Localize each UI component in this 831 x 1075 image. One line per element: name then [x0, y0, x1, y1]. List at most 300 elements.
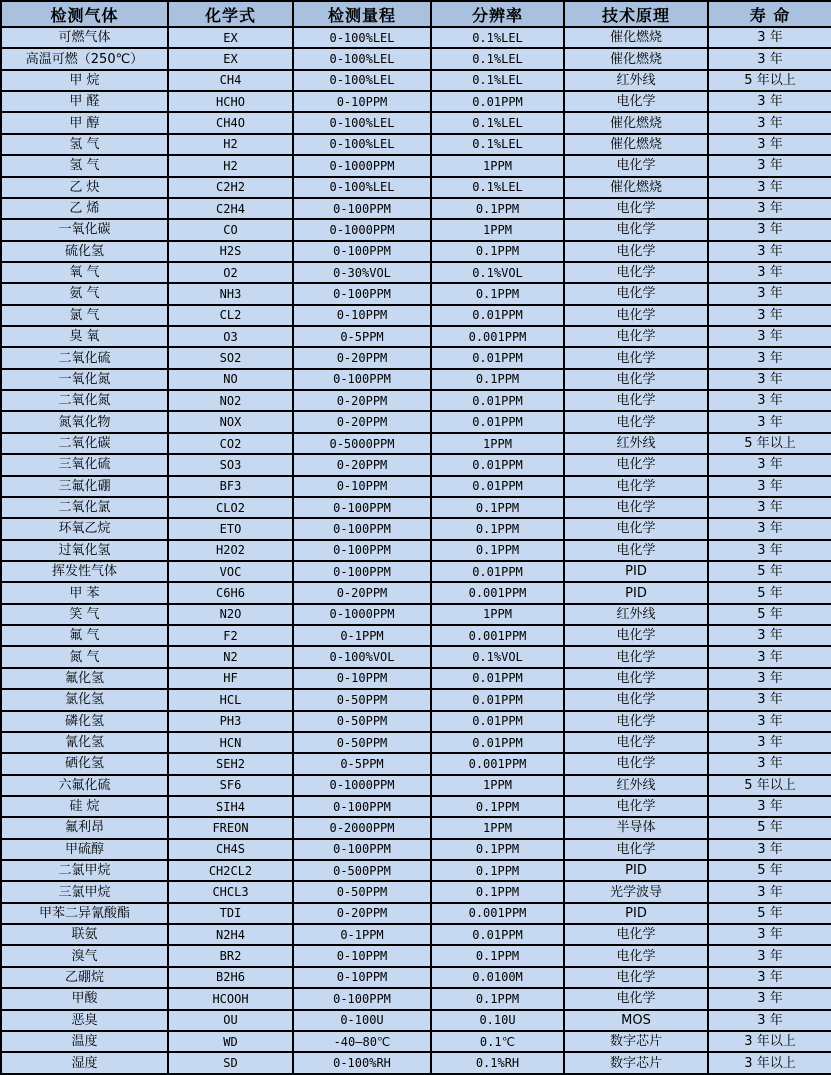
cell-formula: H2: [168, 134, 293, 155]
cell-lifespan: 5 年以上: [708, 433, 831, 454]
cell-gas: 过氧化氢: [1, 540, 168, 561]
cell-gas: 氟化氢: [1, 668, 168, 689]
cell-lifespan: 3 年: [708, 326, 831, 347]
cell-gas: 一氧化碳: [1, 219, 168, 240]
cell-range: 0-100PPM: [293, 241, 431, 262]
cell-formula: H2O2: [168, 540, 293, 561]
cell-range: 0-1000PPM: [293, 775, 431, 796]
cell-formula: CH4O: [168, 112, 293, 133]
cell-resolution: 0.1%LEL: [431, 112, 564, 133]
cell-gas: 二氧化碳: [1, 433, 168, 454]
cell-formula: SO2: [168, 347, 293, 368]
cell-principle: 电化学: [564, 540, 708, 561]
cell-principle: 电化学: [564, 390, 708, 411]
cell-lifespan: 3 年: [708, 155, 831, 176]
cell-formula: C2H4: [168, 198, 293, 219]
cell-principle: 数字芯片: [564, 1052, 708, 1074]
cell-resolution: 0.01PPM: [431, 689, 564, 710]
table-row: [1, 711, 831, 732]
cell-gas: 甲 醇: [1, 112, 168, 133]
cell-formula: NOX: [168, 411, 293, 432]
cell-principle: 电化学: [564, 689, 708, 710]
cell-principle: 红外线: [564, 775, 708, 796]
cell-gas: 二氧化氯: [1, 497, 168, 518]
table-row: [1, 411, 831, 432]
cell-lifespan: 3 年: [708, 454, 831, 475]
cell-gas: 氮氧化物: [1, 411, 168, 432]
cell-lifespan: 3 年: [708, 924, 831, 945]
cell-lifespan: 3 年: [708, 347, 831, 368]
cell-lifespan: 5 年以上: [708, 70, 831, 91]
cell-gas: 甲硫醇: [1, 839, 168, 860]
cell-principle: 数字芯片: [564, 1031, 708, 1052]
cell-formula: CH2CL2: [168, 860, 293, 881]
cell-range: 0-50PPM: [293, 881, 431, 902]
cell-principle: 催化燃烧: [564, 177, 708, 198]
col-header-lifespan: 寿 命: [708, 1, 831, 27]
cell-range: 0-10PPM: [293, 476, 431, 497]
cell-gas: 可燃气体: [1, 27, 168, 48]
cell-lifespan: 3 年: [708, 390, 831, 411]
cell-range: 0-5PPM: [293, 753, 431, 774]
cell-principle: 电化学: [564, 91, 708, 112]
table-row: [1, 967, 831, 988]
cell-gas: 二氧化氮: [1, 390, 168, 411]
table-row: [1, 561, 831, 582]
table-row: [1, 732, 831, 753]
cell-principle: 电化学: [564, 241, 708, 262]
cell-resolution: 0.1%LEL: [431, 177, 564, 198]
cell-lifespan: 5 年: [708, 582, 831, 603]
cell-range: 0-5PPM: [293, 326, 431, 347]
table-row: [1, 48, 831, 69]
cell-principle: 电化学: [564, 476, 708, 497]
col-header-resolution: 分辨率: [431, 1, 564, 27]
cell-lifespan: 5 年: [708, 860, 831, 881]
cell-resolution: 0.1PPM: [431, 241, 564, 262]
cell-formula: HCL: [168, 689, 293, 710]
cell-resolution: 0.01PPM: [431, 668, 564, 689]
cell-formula: SIH4: [168, 796, 293, 817]
table-row: [1, 219, 831, 240]
table-row: [1, 988, 831, 1009]
cell-lifespan: 3 年: [708, 839, 831, 860]
cell-formula: EX: [168, 27, 293, 48]
cell-range: 0-10PPM: [293, 668, 431, 689]
cell-gas: 三氟化硼: [1, 476, 168, 497]
cell-resolution: 0.1PPM: [431, 988, 564, 1009]
table-row: [1, 497, 831, 518]
cell-resolution: 1PPM: [431, 817, 564, 838]
cell-principle: 光学波导: [564, 881, 708, 902]
cell-resolution: 0.1℃: [431, 1031, 564, 1052]
cell-formula: HCHO: [168, 91, 293, 112]
cell-principle: PID: [564, 561, 708, 582]
cell-principle: 电化学: [564, 305, 708, 326]
cell-range: 0-100%LEL: [293, 177, 431, 198]
cell-resolution: 0.1%LEL: [431, 27, 564, 48]
cell-resolution: 0.1%LEL: [431, 70, 564, 91]
cell-formula: HF: [168, 668, 293, 689]
cell-lifespan: 3 年: [708, 27, 831, 48]
cell-gas: 氢 气: [1, 134, 168, 155]
cell-gas: 氢 气: [1, 155, 168, 176]
cell-range: 0-5000PPM: [293, 433, 431, 454]
cell-lifespan: 3 年: [708, 753, 831, 774]
cell-principle: 电化学: [564, 732, 708, 753]
table-row: [1, 112, 831, 133]
cell-range: 0-20PPM: [293, 411, 431, 432]
cell-range: 0-20PPM: [293, 390, 431, 411]
cell-gas: 六氟化硫: [1, 775, 168, 796]
cell-gas: 乙 炔: [1, 177, 168, 198]
cell-principle: 电化学: [564, 155, 708, 176]
cell-resolution: 0.01PPM: [431, 711, 564, 732]
cell-formula: SEH2: [168, 753, 293, 774]
cell-range: 0-20PPM: [293, 903, 431, 924]
cell-gas: 甲 醛: [1, 91, 168, 112]
cell-range: 0-1000PPM: [293, 219, 431, 240]
cell-gas: 氧 气: [1, 262, 168, 283]
cell-range: 0-10PPM: [293, 305, 431, 326]
cell-gas: 三氯甲烷: [1, 881, 168, 902]
table-row: [1, 476, 831, 497]
cell-formula: N2: [168, 646, 293, 667]
table-row: [1, 903, 831, 924]
cell-resolution: 0.1PPM: [431, 540, 564, 561]
cell-formula: NO2: [168, 390, 293, 411]
cell-resolution: 0.01PPM: [431, 732, 564, 753]
cell-principle: 电化学: [564, 262, 708, 283]
table-row: [1, 604, 831, 625]
cell-range: 0-500PPM: [293, 860, 431, 881]
cell-resolution: 0.01PPM: [431, 347, 564, 368]
cell-range: 0-50PPM: [293, 711, 431, 732]
table-row: [1, 924, 831, 945]
cell-range: 0-100PPM: [293, 988, 431, 1009]
cell-range: -40—80℃: [293, 1031, 431, 1052]
cell-lifespan: 3 年: [708, 241, 831, 262]
cell-lifespan: 3 年: [708, 369, 831, 390]
cell-lifespan: 3 年: [708, 198, 831, 219]
cell-resolution: 0.1PPM: [431, 881, 564, 902]
table-row: [1, 582, 831, 603]
table-row: [1, 91, 831, 112]
table-row: [1, 433, 831, 454]
table-row: [1, 689, 831, 710]
cell-resolution: 0.01PPM: [431, 454, 564, 475]
cell-resolution: 0.1%RH: [431, 1052, 564, 1074]
cell-formula: N2O: [168, 604, 293, 625]
cell-gas: 氯化氢: [1, 689, 168, 710]
table-row: [1, 1010, 831, 1031]
cell-formula: HCN: [168, 732, 293, 753]
cell-principle: 电化学: [564, 988, 708, 1009]
cell-resolution: 0.1PPM: [431, 497, 564, 518]
cell-resolution: 0.01PPM: [431, 390, 564, 411]
cell-principle: 电化学: [564, 518, 708, 539]
cell-range: 0-100PPM: [293, 796, 431, 817]
cell-lifespan: 3 年: [708, 262, 831, 283]
cell-principle: 电化学: [564, 411, 708, 432]
cell-formula: CO: [168, 219, 293, 240]
cell-principle: 电化学: [564, 753, 708, 774]
table-row: [1, 390, 831, 411]
cell-range: 0-20PPM: [293, 347, 431, 368]
table-row: [1, 70, 831, 91]
cell-principle: 电化学: [564, 454, 708, 475]
cell-range: 0-1000PPM: [293, 155, 431, 176]
cell-resolution: 0.1%LEL: [431, 48, 564, 69]
cell-range: 0-100PPM: [293, 839, 431, 860]
cell-lifespan: 3 年: [708, 988, 831, 1009]
cell-range: 0-100PPM: [293, 283, 431, 304]
cell-resolution: 0.1PPM: [431, 796, 564, 817]
cell-gas: 联氨: [1, 924, 168, 945]
cell-range: 0-100PPM: [293, 369, 431, 390]
cell-lifespan: 3 年: [708, 689, 831, 710]
cell-formula: CH4S: [168, 839, 293, 860]
cell-formula: F2: [168, 625, 293, 646]
col-header-formula: 化学式: [168, 1, 293, 27]
table-row: [1, 839, 831, 860]
cell-gas: 三氧化硫: [1, 454, 168, 475]
cell-lifespan: 3 年: [708, 305, 831, 326]
cell-lifespan: 3 年: [708, 668, 831, 689]
cell-gas: 温度: [1, 1031, 168, 1052]
cell-range: 0-100%LEL: [293, 48, 431, 69]
cell-formula: SO3: [168, 454, 293, 475]
cell-resolution: 0.001PPM: [431, 753, 564, 774]
cell-resolution: 1PPM: [431, 775, 564, 796]
table-row: [1, 753, 831, 774]
cell-formula: H2: [168, 155, 293, 176]
cell-principle: 电化学: [564, 497, 708, 518]
cell-lifespan: 3 年: [708, 518, 831, 539]
cell-gas: 硅 烷: [1, 796, 168, 817]
header-row: [1, 1, 831, 27]
cell-range: 0-100%LEL: [293, 134, 431, 155]
cell-principle: 电化学: [564, 283, 708, 304]
cell-lifespan: 5 年: [708, 817, 831, 838]
cell-gas: 硫化氢: [1, 241, 168, 262]
cell-resolution: 0.1PPM: [431, 518, 564, 539]
cell-gas: 湿度: [1, 1052, 168, 1074]
cell-formula: C6H6: [168, 582, 293, 603]
table-row: [1, 1031, 831, 1052]
table-row: [1, 518, 831, 539]
cell-formula: N2H4: [168, 924, 293, 945]
cell-gas: 挥发性气体: [1, 561, 168, 582]
cell-lifespan: 3 年: [708, 732, 831, 753]
cell-principle: 电化学: [564, 219, 708, 240]
cell-gas: 甲苯二异氰酸酯: [1, 903, 168, 924]
cell-lifespan: 3 年: [708, 881, 831, 902]
cell-resolution: 0.10U: [431, 1010, 564, 1031]
cell-range: 0-50PPM: [293, 689, 431, 710]
cell-resolution: 0.001PPM: [431, 326, 564, 347]
cell-gas: 二氧化硫: [1, 347, 168, 368]
table-row: [1, 177, 831, 198]
cell-gas: 臭 氧: [1, 326, 168, 347]
cell-range: 0-10PPM: [293, 967, 431, 988]
table-row: [1, 27, 831, 48]
cell-resolution: 1PPM: [431, 604, 564, 625]
table-row: [1, 646, 831, 667]
cell-principle: 催化燃烧: [564, 27, 708, 48]
cell-lifespan: 3 年: [708, 1010, 831, 1031]
cell-lifespan: 3 年以上: [708, 1031, 831, 1052]
col-header-principle: 技术原理: [564, 1, 708, 27]
table-row: [1, 860, 831, 881]
cell-gas: 甲酸: [1, 988, 168, 1009]
table-row: [1, 881, 831, 902]
cell-principle: 电化学: [564, 839, 708, 860]
cell-gas: 甲 苯: [1, 582, 168, 603]
cell-formula: ETO: [168, 518, 293, 539]
cell-gas: 乙硼烷: [1, 967, 168, 988]
cell-formula: WD: [168, 1031, 293, 1052]
cell-resolution: 0.0100M: [431, 967, 564, 988]
cell-formula: OU: [168, 1010, 293, 1031]
cell-gas: 一氧化氮: [1, 369, 168, 390]
cell-lifespan: 3 年: [708, 283, 831, 304]
cell-range: 0-100%RH: [293, 1052, 431, 1074]
cell-lifespan: 3 年: [708, 711, 831, 732]
cell-principle: 电化学: [564, 945, 708, 966]
cell-principle: 红外线: [564, 70, 708, 91]
cell-principle: 电化学: [564, 646, 708, 667]
cell-gas: 氨 气: [1, 283, 168, 304]
cell-formula: PH3: [168, 711, 293, 732]
cell-lifespan: 3 年: [708, 497, 831, 518]
cell-gas: 氟利昂: [1, 817, 168, 838]
cell-principle: 电化学: [564, 924, 708, 945]
col-header-range: 检测量程: [293, 1, 431, 27]
cell-range: 0-2000PPM: [293, 817, 431, 838]
cell-resolution: 0.01PPM: [431, 476, 564, 497]
cell-formula: BR2: [168, 945, 293, 966]
cell-principle: PID: [564, 582, 708, 603]
cell-lifespan: 3 年: [708, 476, 831, 497]
cell-resolution: 0.001PPM: [431, 625, 564, 646]
cell-range: 0-100%LEL: [293, 27, 431, 48]
cell-range: 0-1PPM: [293, 924, 431, 945]
cell-formula: CH4: [168, 70, 293, 91]
cell-lifespan: 5 年: [708, 561, 831, 582]
table-row: [1, 540, 831, 561]
cell-range: 0-100PPM: [293, 497, 431, 518]
cell-principle: 电化学: [564, 369, 708, 390]
table-row: [1, 262, 831, 283]
cell-principle: 电化学: [564, 347, 708, 368]
cell-gas: 高温可燃（250℃）: [1, 48, 168, 69]
cell-formula: O3: [168, 326, 293, 347]
cell-range: 0-100PPM: [293, 540, 431, 561]
cell-resolution: 0.1PPM: [431, 369, 564, 390]
cell-range: 0-50PPM: [293, 732, 431, 753]
cell-gas: 氟 气: [1, 625, 168, 646]
cell-lifespan: 3 年: [708, 945, 831, 966]
cell-resolution: 1PPM: [431, 155, 564, 176]
cell-lifespan: 3 年: [708, 134, 831, 155]
table-row: [1, 326, 831, 347]
cell-formula: FREON: [168, 817, 293, 838]
cell-lifespan: 3 年: [708, 646, 831, 667]
cell-range: 0-1PPM: [293, 625, 431, 646]
cell-resolution: 0.1PPM: [431, 860, 564, 881]
cell-formula: CL2: [168, 305, 293, 326]
cell-resolution: 0.01PPM: [431, 411, 564, 432]
table-row: [1, 347, 831, 368]
table-row: [1, 945, 831, 966]
table-row: [1, 625, 831, 646]
cell-principle: 红外线: [564, 433, 708, 454]
cell-lifespan: 3 年: [708, 796, 831, 817]
cell-principle: 红外线: [564, 604, 708, 625]
cell-resolution: 0.01PPM: [431, 924, 564, 945]
cell-resolution: 0.001PPM: [431, 582, 564, 603]
cell-range: 0-100U: [293, 1010, 431, 1031]
table-row: [1, 796, 831, 817]
cell-lifespan: 5 年: [708, 903, 831, 924]
cell-resolution: 0.001PPM: [431, 903, 564, 924]
table-row: [1, 817, 831, 838]
cell-gas: 硒化氢: [1, 753, 168, 774]
cell-formula: EX: [168, 48, 293, 69]
cell-range: 0-100%VOL: [293, 646, 431, 667]
cell-formula: SF6: [168, 775, 293, 796]
cell-range: 0-10PPM: [293, 91, 431, 112]
cell-formula: NH3: [168, 283, 293, 304]
cell-gas: 氯 气: [1, 305, 168, 326]
cell-formula: CHCL3: [168, 881, 293, 902]
cell-lifespan: 3 年: [708, 411, 831, 432]
cell-gas: 氰化氢: [1, 732, 168, 753]
cell-resolution: 0.1%VOL: [431, 646, 564, 667]
cell-principle: 电化学: [564, 796, 708, 817]
cell-formula: SD: [168, 1052, 293, 1074]
cell-principle: 电化学: [564, 967, 708, 988]
cell-gas: 溴气: [1, 945, 168, 966]
cell-gas: 乙 烯: [1, 198, 168, 219]
cell-resolution: 0.01PPM: [431, 91, 564, 112]
cell-resolution: 0.1%LEL: [431, 134, 564, 155]
cell-formula: HCOOH: [168, 988, 293, 1009]
cell-resolution: 0.1PPM: [431, 198, 564, 219]
cell-formula: CO2: [168, 433, 293, 454]
cell-resolution: 0.1PPM: [431, 283, 564, 304]
table-row: [1, 134, 831, 155]
cell-range: 0-20PPM: [293, 582, 431, 603]
cell-range: 0-20PPM: [293, 454, 431, 475]
cell-resolution: 1PPM: [431, 219, 564, 240]
cell-resolution: 0.1PPM: [431, 945, 564, 966]
cell-range: 0-10PPM: [293, 945, 431, 966]
cell-gas: 二氯甲烷: [1, 860, 168, 881]
cell-resolution: 0.1PPM: [431, 839, 564, 860]
cell-formula: VOC: [168, 561, 293, 582]
cell-principle: 半导体: [564, 817, 708, 838]
cell-principle: PID: [564, 903, 708, 924]
cell-range: 0-1000PPM: [293, 604, 431, 625]
cell-principle: 电化学: [564, 711, 708, 732]
cell-principle: 电化学: [564, 668, 708, 689]
cell-principle: 催化燃烧: [564, 134, 708, 155]
cell-principle: PID: [564, 860, 708, 881]
cell-resolution: 0.01PPM: [431, 305, 564, 326]
cell-lifespan: 3 年: [708, 177, 831, 198]
